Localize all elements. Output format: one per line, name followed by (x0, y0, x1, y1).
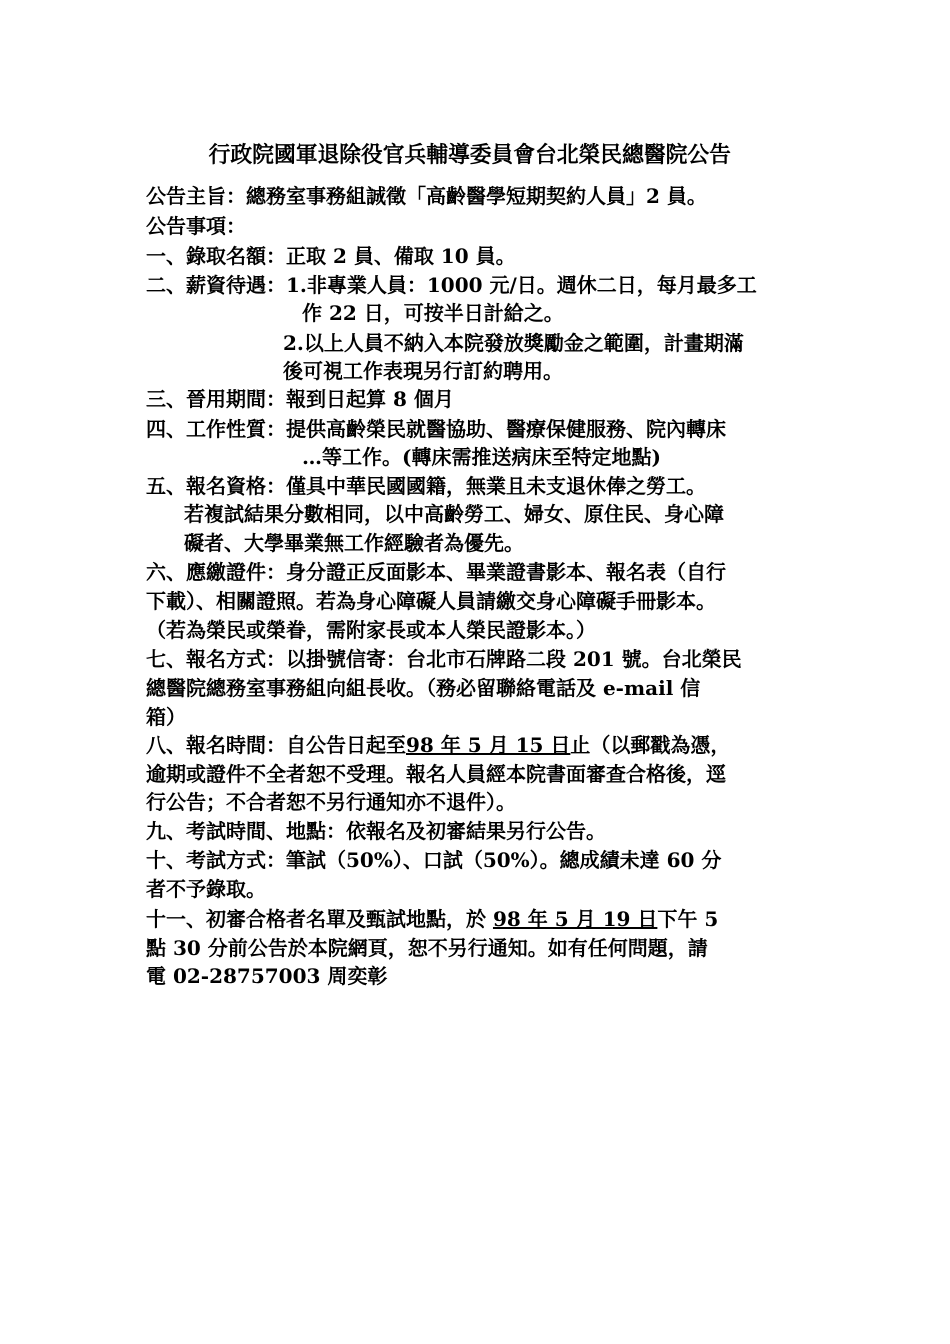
item-2-salary-line-2: 作 22 日，可按半日計給之。 (302, 301, 564, 325)
item-4-duties-line-1: 四、工作性質：提供高齡榮民就醫協助、醫療保健服務、院內轉床 (146, 417, 726, 441)
item-8-deadline-prefix: 八、報名時間：自公告日起至 (146, 733, 406, 757)
item-6-documents-line-3: （若為榮民或榮眷，需附家長或本人榮民證影本。） (146, 618, 596, 642)
item-10-exam-method-line-1: 十、考試方式：筆試（50%）、口試（50%）。總成績未達 60 分 (146, 848, 722, 872)
item-3-period: 三、晉用期間：報到日起算 8 個月 (146, 387, 454, 411)
item-1-quota: 一、錄取名額：正取 2 員、備取 10 員。 (146, 244, 516, 268)
item-11-results-suffix: 下午 5 (657, 907, 719, 931)
item-8-deadline-suffix: 止（以郵戳為憑， (570, 733, 731, 757)
item-2-salary-line-3: 2.以上人員不納入本院發放獎勵金之範圍，計畫期滿 (283, 331, 744, 355)
item-11-results-line-3: 電 02-28757003 周奕彰 (146, 964, 388, 988)
item-2-salary-line-4: 後可視工作表現另行訂約聘用。 (283, 359, 563, 383)
item-8-deadline-line-3: 行公告；不合者恕不另行通知亦不退件）。 (146, 790, 516, 814)
item-6-documents-line-2: 下載）、相關證照。若為身心障礙人員請繳交身心障礙手冊影本。 (146, 589, 716, 613)
item-8-deadline-line-1 (146, 732, 730, 758)
item-11-results-date: 98 年 5 月 19 日 (492, 907, 658, 931)
item-8-deadline-line-2: 逾期或證件不全者恕不受理。報名人員經本院書面審查合格後，逕 (146, 762, 726, 786)
item-7-method-line-2: 總醫院總務室事務組向組長收。（務必留聯絡電話及 e-mail 信 (146, 676, 701, 700)
item-11-results-line-1 (146, 906, 718, 932)
item-2-salary-line-1: 二、薪資待遇：1.非專業人員：1000 元/日。週休二日，每月最多工 (146, 273, 757, 297)
item-7-method-line-1: 七、報名方式：以掛號信寄：台北市石牌路二段 201 號。台北榮民 (146, 647, 742, 671)
announcement-title: 行政院國軍退除役官兵輔導委員會台北榮民總醫院公告 (208, 142, 731, 168)
item-8-deadline-date: 98 年 5 月 15 日 (406, 733, 571, 757)
items-heading: 公告事項： (146, 214, 246, 238)
item-10-exam-method-line-2: 者不予錄取。 (146, 877, 266, 901)
item-11-results-prefix: 十一、初審合格者名單及甄試地點，於 (146, 907, 493, 931)
item-5-qualification-line-2: 若複試結果分數相同，以中高齡勞工、婦女、原住民、身心障 (184, 502, 724, 526)
subject-line: 公告主旨：總務室事務組誠徵「高齡醫學短期契約人員」2 員。 (146, 184, 707, 208)
item-4-duties-line-2: …等工作。(轉床需推送病床至特定地點) (302, 445, 661, 469)
item-5-qualification-line-3: 礙者、大學畢業無工作經驗者為優先。 (184, 531, 524, 555)
item-6-documents-line-1: 六、應繳證件：身分證正反面影本、畢業證書影本、報名表（自行 (146, 560, 726, 584)
item-11-results-line-2: 點 30 分前公告於本院網頁，恕不另行通知。如有任何問題，請 (146, 936, 708, 960)
item-7-method-line-3: 箱） (146, 705, 186, 729)
item-9-exam-time: 九、考試時間、地點：依報名及初審結果另行公告。 (146, 819, 606, 843)
item-5-qualification-line-1: 五、報名資格：僅具中華民國國籍，無業且未支退休俸之勞工。 (146, 474, 706, 498)
